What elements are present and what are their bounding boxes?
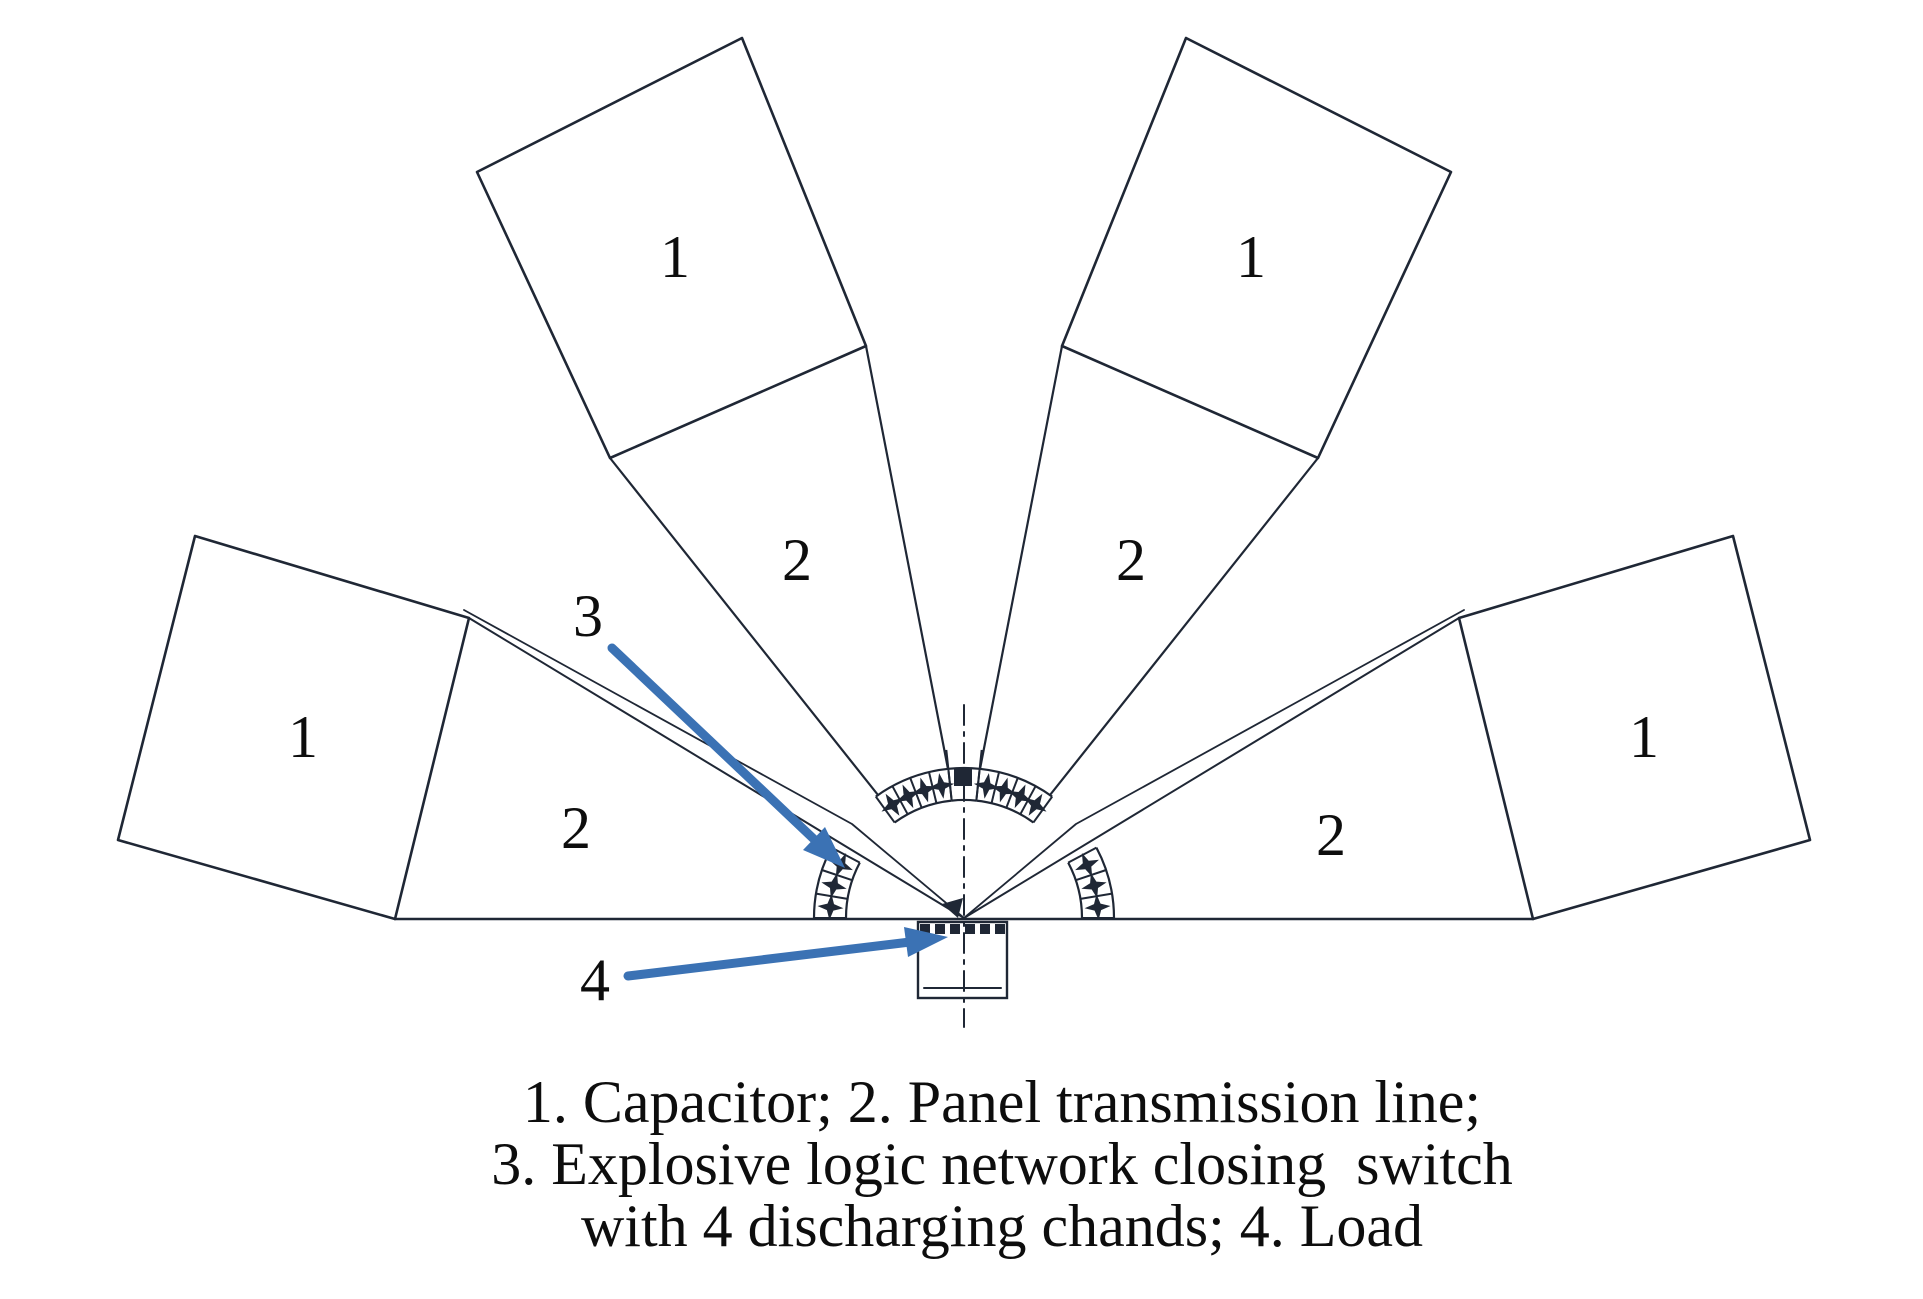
- load-hatch-5: [980, 924, 990, 934]
- load-hatch-6: [995, 924, 1005, 934]
- load-hatch-3: [950, 924, 960, 934]
- panel-2-right-edge: [866, 346, 948, 769]
- panel-3-right-edge: [1050, 458, 1318, 795]
- initiation-point-square: [954, 768, 972, 786]
- figure-caption-line-3: with 4 discharging chands; 4. Load: [580, 1193, 1424, 1259]
- label-panel-2: 2: [782, 527, 812, 593]
- figure-caption-line-2: 3. Explosive logic network closing switch: [491, 1131, 1513, 1197]
- label-switch-callout: 3: [573, 583, 603, 649]
- panel-2-left-edge: [610, 458, 878, 795]
- switch-arc-section-4: [876, 769, 954, 823]
- structure-lines: [118, 38, 1810, 1027]
- label-panel-1: 2: [561, 795, 591, 861]
- arc-inner-edge: [1068, 863, 1082, 918]
- switch-arc-section-2: [974, 769, 1052, 823]
- panel-1-top-edge: [469, 618, 964, 918]
- detonation-star-glyph: [896, 785, 920, 809]
- label-capacitor-2: 1: [660, 224, 690, 290]
- label-capacitor-3: 1: [1236, 224, 1266, 290]
- label-panel-3: 2: [1116, 527, 1146, 593]
- load-pointer-line: [628, 942, 910, 976]
- detonation-star-glyph: [882, 794, 904, 816]
- arc-inner-edge: [952, 800, 977, 801]
- switch-arc-section-1: [1068, 848, 1114, 921]
- load-hatch-4: [965, 924, 975, 934]
- arc-inner-edge: [846, 863, 860, 918]
- figure-caption-line-1: 1. Capacitor; 2. Panel transmission line;: [522, 1069, 1482, 1135]
- detonation-star-glyph: [1008, 785, 1032, 809]
- load-hatch-2: [935, 924, 945, 934]
- label-capacitor-4: 1: [1629, 704, 1659, 770]
- panel-4-top-edge: [964, 618, 1459, 918]
- panel-3-left-edge: [980, 346, 1062, 769]
- label-capacitor-1: 1: [288, 704, 318, 770]
- switch-pointer-line: [612, 648, 818, 843]
- label-load-callout: 4: [580, 947, 610, 1013]
- label-panel-4: 2: [1316, 802, 1346, 868]
- detonation-star-glyph: [1025, 794, 1047, 816]
